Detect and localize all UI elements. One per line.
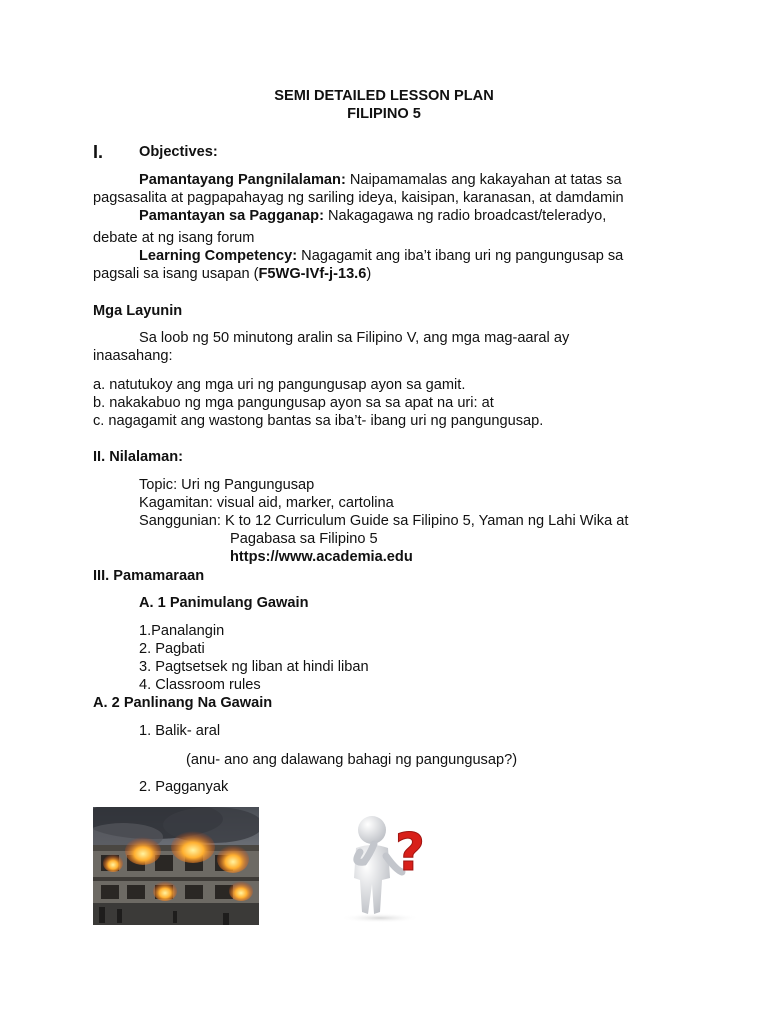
a2-item: 1. Balik- aral bbox=[139, 723, 221, 739]
layunin-heading: Mga Layunin bbox=[93, 303, 183, 319]
thinking-figure-question-mark-icon bbox=[330, 812, 436, 924]
a1-item: 2. Pagbati bbox=[139, 641, 205, 657]
kagamitan-line: Kagamitan: visual aid, marker, cartolina bbox=[139, 495, 394, 511]
objective-item: c. nagagamit ang wastong bantas sa iba’t- ibang uri ng pangungusap. bbox=[93, 413, 544, 429]
document-subtitle: FILIPINO 5 bbox=[347, 106, 421, 122]
a1-item: 1.Panalangin bbox=[139, 623, 225, 639]
topic-line: Topic: Uri ng Pangungusap bbox=[139, 477, 315, 493]
a2-item: 2. Pagganyak bbox=[139, 779, 229, 795]
burning-building-icon bbox=[93, 807, 259, 925]
reference-link[interactable]: https://www.academia.edu bbox=[230, 549, 413, 565]
layunin-intro-line1: Sa loob ng 50 minutong aralin sa Filipino V, ang mga mag-aaral ay bbox=[139, 330, 570, 346]
competency-label: Learning Competency: bbox=[139, 248, 298, 264]
competency-code: F5WG-IVf-j-13.6 bbox=[258, 266, 367, 282]
burning-building-photo bbox=[93, 807, 259, 925]
objective-item: a. natutukoy ang mga uri ng pangungusap ayon sa gamit. bbox=[93, 377, 466, 393]
objective-item: b. nakakabuo ng mga pangungusap ayon sa sa apat na uri: at bbox=[93, 395, 494, 411]
competency-line2: pagsali sa isang usapan (F5WG-IVf-j-13.6) bbox=[93, 266, 372, 282]
objectives-heading: Objectives: bbox=[139, 144, 218, 160]
content-standard-label: Pamantayang Pangnilalaman: bbox=[139, 172, 346, 188]
content-standard-line2: pagsasalita at pagpapahayag ng sariling ideya, kaisipan, karanasan, at damdamin bbox=[93, 190, 624, 206]
sanggunian-line1: Sanggunian: K to 12 Curriculum Guide sa Filipino 5, Yaman ng Lahi Wika at bbox=[139, 513, 629, 529]
svg-text:?: ? bbox=[394, 823, 426, 883]
nilalaman-heading: II. Nilalaman: bbox=[93, 449, 184, 465]
a2-question: (anu- ano ang dalawang bahagi ng pangungusap?) bbox=[186, 752, 518, 768]
a1-item: 3. Pagtsetsek ng liban at hindi liban bbox=[139, 659, 369, 675]
a1-item: 4. Classroom rules bbox=[139, 677, 261, 693]
section-numeral: I. bbox=[93, 142, 104, 162]
performance-standard-line1: Pamantayan sa Pagganap: Nakagagawa ng radio broadcast/teleradyo, bbox=[139, 208, 607, 224]
sanggunian-line2: Pagabasa sa Filipino 5 bbox=[230, 531, 378, 547]
pamamaraan-heading: III. Pamamaraan bbox=[93, 568, 205, 584]
a2-heading: A. 2 Panlinang Na Gawain bbox=[93, 695, 273, 711]
performance-standard-label: Pamantayan sa Pagganap: bbox=[139, 208, 324, 224]
content-standard-line1: Pamantayang Pangnilalaman: Naipamamalas ang kakayahan at tatas sa bbox=[139, 172, 622, 188]
a1-heading: A. 1 Panimulang Gawain bbox=[139, 595, 309, 611]
competency-line1: Learning Competency: Nagagamit ang iba’t ibang uri ng pangungusap sa bbox=[139, 248, 624, 264]
layunin-intro-line2: inaasahang: bbox=[93, 348, 173, 364]
performance-standard-line2: debate at ng isang forum bbox=[93, 230, 255, 246]
document-title: SEMI DETAILED LESSON PLAN bbox=[274, 88, 494, 104]
thinking-figure-image bbox=[330, 812, 436, 924]
